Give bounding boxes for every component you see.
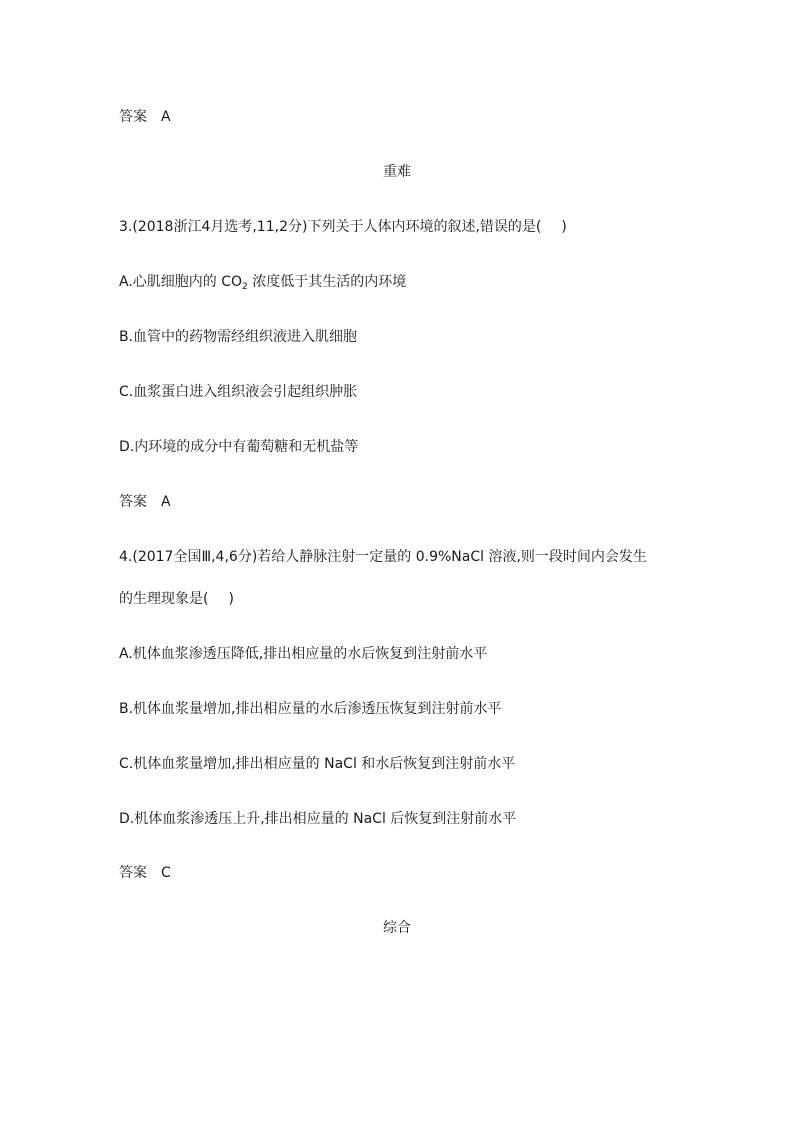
section-title: 综合 xyxy=(383,920,411,936)
answer-label: 答案 xyxy=(119,494,147,510)
option-a-subscript: 2 xyxy=(242,282,248,292)
question-4-option-d: D.机体血浆渗透压上升,排出相应量的 NaCl 后恢复到注射前水平 xyxy=(119,811,517,827)
question-4-stem-line2 xyxy=(119,589,234,609)
question-3-option-a xyxy=(119,272,406,297)
question-4-option-c: C.机体血浆量增加,排出相应量的 NaCl 和水后恢复到注射前水平 xyxy=(119,756,516,772)
question-3-paren-close: ) xyxy=(561,219,567,235)
question-3-source: 3.(2018浙江4月选考,11,2分) xyxy=(119,219,308,235)
question-3-text: 下列关于人体内环境的叙述,错误的是( xyxy=(307,219,542,235)
answer-value: A xyxy=(161,109,171,125)
question-4-stem-line1: 4.(2017全国Ⅲ,4,6分)若给人静脉注射一定量的 0.9%NaCl 溶液,则一段时间内会发生 xyxy=(119,549,647,565)
answer-value: A xyxy=(161,494,171,510)
section-title: 重难 xyxy=(383,164,411,180)
answer-label: 答案 xyxy=(119,109,147,125)
question-4-paren-close: ) xyxy=(228,591,234,607)
option-a-text-after: 浓度低于其生活的内环境 xyxy=(247,274,407,290)
question-3-answer xyxy=(119,492,171,512)
question-3-option-c: C.血浆蛋白进入组织液会引起组织肿胀 xyxy=(119,384,358,400)
option-a-text-before: A.心肌细胞内的 CO xyxy=(119,274,243,290)
question-3-option-d: D.内环境的成分中有葡萄糖和无机盐等 xyxy=(119,439,359,455)
question-4-option-b: B.机体血浆量增加,排出相应量的水后渗透压恢复到注射前水平 xyxy=(119,701,502,717)
question-4-option-a: A.机体血浆渗透压降低,排出相应量的水后恢复到注射前水平 xyxy=(119,646,488,662)
answer-label: 答案 xyxy=(119,865,147,881)
question-4-answer xyxy=(119,863,171,883)
question-3-option-b: B.血管中的药物需经组织液进入肌细胞 xyxy=(119,329,358,345)
question-3-stem xyxy=(119,217,567,237)
answer-value: C xyxy=(161,865,171,881)
question-4-text: 的生理现象是( xyxy=(119,591,209,607)
answer-line xyxy=(119,107,171,127)
